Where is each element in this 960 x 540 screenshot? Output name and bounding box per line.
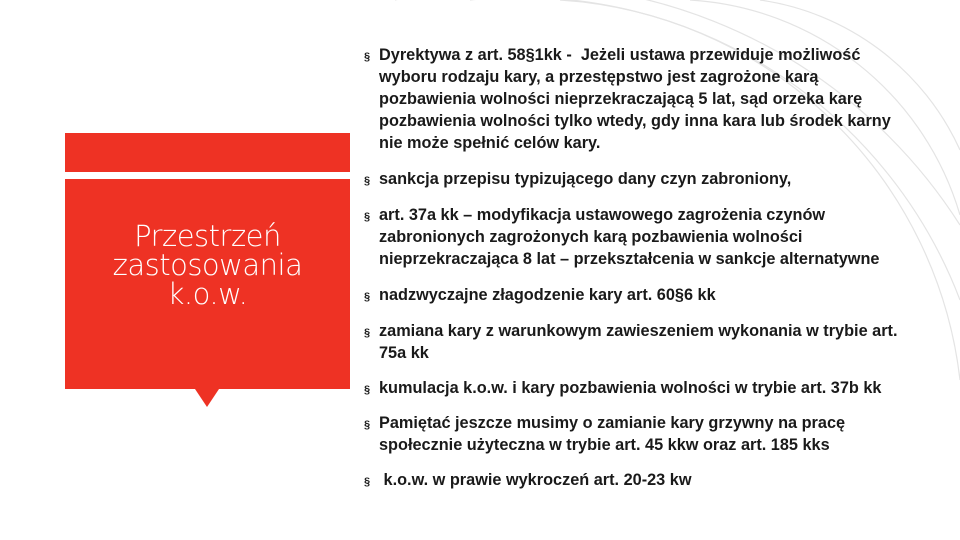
bullet-marker: §	[364, 327, 371, 339]
bullet-marker: §	[364, 291, 371, 303]
bullet-item	[364, 412, 960, 456]
bullet-text-line: wyboru rodzaju kary, a przestępstwo jest zagrożone karą	[379, 68, 819, 86]
bullet-text-line: nie może spełnić celów kary.	[379, 134, 601, 152]
slide-title-line: Przestrzeń	[134, 219, 281, 253]
bullet-text-line: Dyrektywa z art. 58§1kk - Jeżeli ustawa przewiduje możliwość	[379, 46, 861, 64]
bullet-text-line: społecznie użyteczna w trybie art. 45 kkw oraz art. 185 kks	[379, 436, 830, 454]
bullet-marker: §	[364, 175, 371, 187]
bullet-marker: §	[364, 476, 371, 488]
bullet-text-line: Pamiętać jeszcze musimy o zamianie kary grzywny na pracę	[379, 414, 846, 432]
bullet-text-line: 75a kk	[379, 344, 429, 362]
bullet-marker: §	[364, 419, 371, 431]
bullet-marker: §	[364, 51, 371, 63]
slide-title-line: k.o.w.	[167, 277, 248, 311]
bullet-text-line: k.o.w. w prawie wykroczeń art. 20-23 kw	[379, 471, 692, 489]
bullet-item	[364, 284, 960, 306]
bullet-item	[364, 320, 960, 364]
bullet-text-line: pozbawienia wolności nieprzekraczającą 5 lat, sąd orzeka karę	[379, 90, 863, 108]
bullet-text-line: art. 37a kk – modyfikacja ustawowego zagrożenia czynów	[379, 206, 826, 224]
bullet-item	[364, 204, 960, 270]
bullet-item	[364, 44, 960, 154]
bullet-item	[364, 168, 960, 190]
bullet-text-line: nieprzekraczająca 8 lat – przekształcenia w sankcje alternatywne	[379, 250, 880, 268]
bullet-text-line: sankcja przepisu typizującego dany czyn zabroniony,	[379, 170, 792, 188]
bullet-text-line: zamiana kary z warunkowym zawieszeniem wykonania w trybie art.	[379, 322, 898, 340]
title-panel-pointer	[195, 389, 219, 407]
bullet-item	[364, 377, 960, 399]
accent-bar-top	[65, 133, 350, 172]
bullet-list	[364, 44, 960, 491]
slide-title-line: zastosowania	[112, 248, 303, 282]
bullet-marker: §	[364, 211, 371, 223]
bullet-text-line: kumulacja k.o.w. i kary pozbawienia wolności w trybie art. 37b kk	[379, 379, 882, 397]
bullet-text-line: zabronionych zagrożonych karą pozbawienia wolności	[379, 228, 803, 246]
bullet-text-line: pozbawienia wolności tylko wtedy, gdy inna kara lub środek karny	[379, 112, 891, 130]
bullet-item	[364, 469, 960, 491]
bullet-marker: §	[364, 384, 371, 396]
bullet-text-line: nadzwyczajne złagodzenie kary art. 60§6 kk	[379, 286, 716, 304]
slide-title	[65, 219, 350, 311]
